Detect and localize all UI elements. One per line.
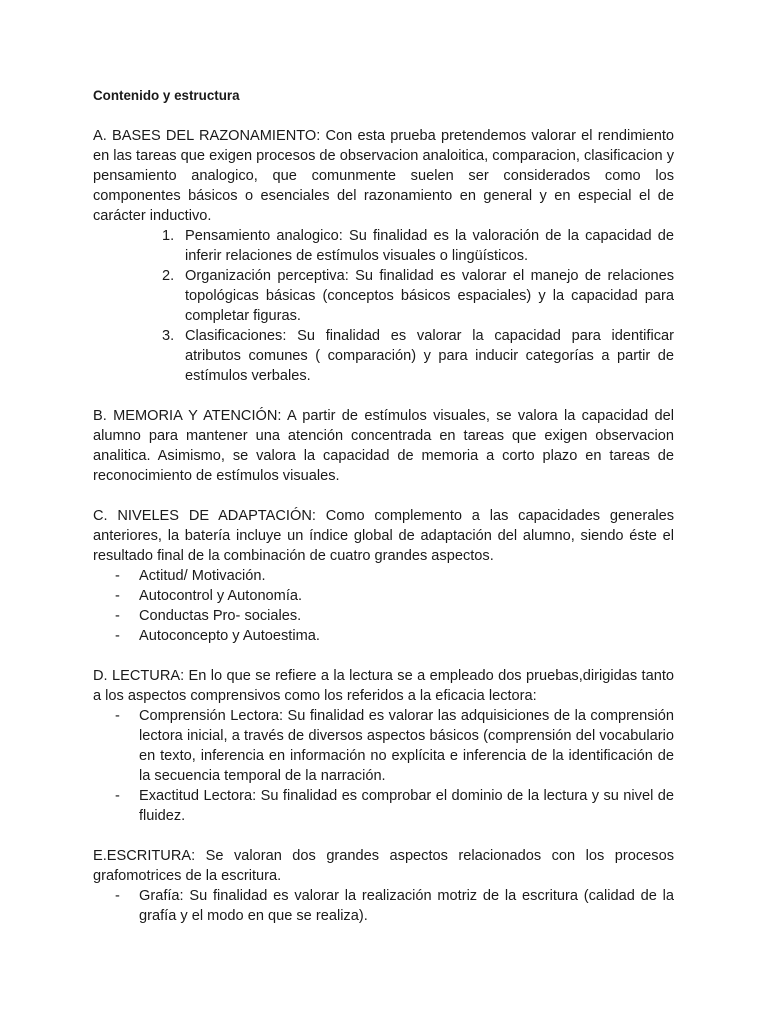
list-item-text: Actitud/ Motivación.	[139, 568, 266, 584]
list-marker: -	[115, 568, 120, 584]
list-item	[93, 326, 674, 386]
list-marker: -	[115, 608, 120, 624]
list-item	[93, 606, 674, 626]
list-marker: -	[115, 628, 120, 644]
list-marker: 3.	[162, 328, 175, 344]
list-item	[93, 706, 674, 786]
section-bases-razonamiento	[93, 126, 674, 386]
list-marker: -	[115, 708, 120, 724]
list-marker: 2.	[162, 268, 175, 284]
list-item-text: Conductas Pro- sociales.	[139, 608, 302, 624]
section-d-paragraph: D. LECTURA: En lo que se refiere a la lectura se a empleado dos pruebas,dirigidas tanto a los aspectos comprensivos como los referidos a la eficacia lectora:	[93, 668, 674, 704]
section-a-numbered-list	[93, 226, 674, 386]
section-memoria-atencion	[93, 406, 674, 486]
list-item-text: Pensamiento analogico: Su finalidad es la valoración de la capacidad de inferir relaciones de estímulos visuales o lingüísticos.	[185, 228, 674, 264]
list-marker: -	[115, 888, 120, 904]
section-d-dash-list	[93, 706, 674, 826]
section-niveles-adaptacion	[93, 506, 674, 646]
section-e-dash-list	[93, 886, 674, 926]
section-lectura	[93, 666, 674, 826]
section-c-paragraph: C. NIVELES DE ADAPTACIÓN: Como complemento a las capacidades generales anteriores, la batería incluye un índice global de adaptación del alumno, siendo éste el resultado final de la combinación de cuatro grandes aspectos.	[93, 508, 674, 564]
section-a-paragraph: A. BASES DEL RAZONAMIENTO: Con esta prueba pretendemos valorar el rendimiento en las tareas que exigen procesos de observacion analoitica, comparacion, clasificacion y pensamiento analogico, que comunmente suelen ser considerados como los componentes básicos o esenciales del razonamiento en general y en especial el de carácter inductivo.	[93, 128, 674, 224]
list-item	[93, 226, 674, 266]
list-item	[93, 626, 674, 646]
list-item-text: Organización perceptiva: Su finalidad es valorar el manejo de relaciones topológicas básicas (conceptos básicos espaciales) y la capacidad para completar figuras.	[185, 268, 674, 324]
list-item	[93, 566, 674, 586]
list-item-text: Autoconcepto y Autoestima.	[139, 628, 320, 644]
document-page	[93, 86, 674, 946]
list-item	[93, 886, 674, 926]
list-item-text: Autocontrol y Autonomía.	[139, 588, 303, 604]
document-heading: Contenido y estructura	[93, 88, 240, 103]
section-b-paragraph: B. MEMORIA Y ATENCIÓN: A partir de estímulos visuales, se valora la capacidad del alumno para mantener una atención concentrada en tareas que exigen observacion analitica. Asimismo, se valora la capacidad de memoria a corto plazo en tareas de reconocimiento de estímulos visuales.	[93, 408, 674, 484]
list-item	[93, 266, 674, 326]
section-escritura	[93, 846, 674, 926]
list-item-text: Exactitud Lectora: Su finalidad es comprobar el dominio de la lectura y su nivel de fluidez.	[139, 788, 674, 824]
section-e-paragraph: E.ESCRITURA: Se valoran dos grandes aspectos relacionados con los procesos grafomotrices de la escritura.	[93, 848, 674, 884]
list-marker: 1.	[162, 228, 175, 244]
list-marker: -	[115, 588, 120, 604]
list-marker: -	[115, 788, 120, 804]
section-c-dash-list	[93, 566, 674, 646]
list-item-text: Clasificaciones: Su finalidad es valorar la capacidad para identificar atributos comunes ( comparación) y para inducir categorías a partir de estímulos verbales.	[185, 328, 674, 384]
list-item-text: Comprensión Lectora: Su finalidad es valorar las adquisiciones de la comprensión lectora inicial, a través de diversos aspectos básicos (comprensión del vocabulario en texto, inferencia en información no explícita e inferencia de la identificación de la secuencia temporal de la narración.	[139, 708, 674, 784]
list-item-text: Grafía: Su finalidad es valorar la realización motriz de la escritura (calidad de la grafía y el modo en que se realiza).	[139, 888, 674, 924]
list-item	[93, 586, 674, 606]
list-item	[93, 786, 674, 826]
